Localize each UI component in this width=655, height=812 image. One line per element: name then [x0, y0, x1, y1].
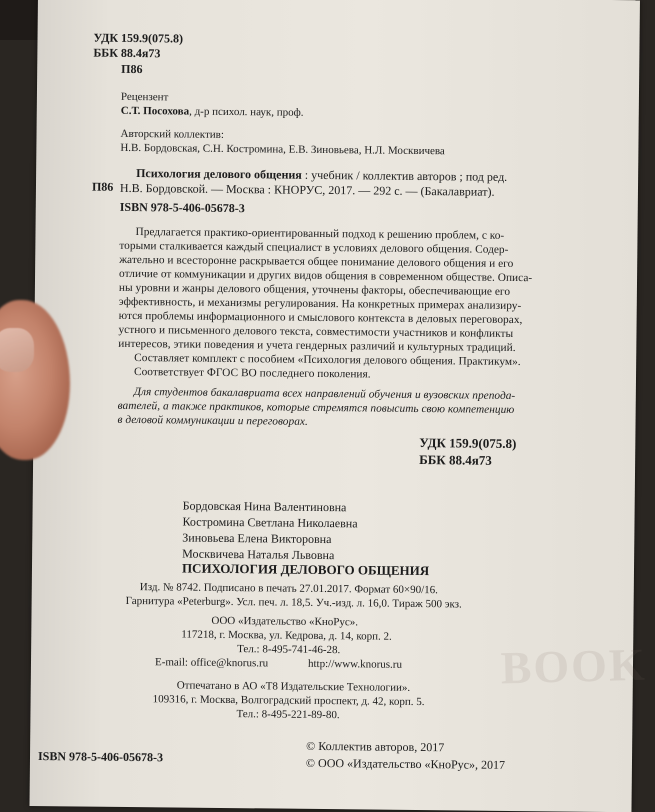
- publisher-name: ООО «Издательство «КноРус».: [211, 614, 359, 629]
- annotation-line: ются проблемы информационного и смыслового контекста в деловых переговорах,: [118, 309, 523, 327]
- bib-line-1-rest: : учебник / коллектив авторов ; под ред.: [301, 167, 508, 184]
- copyright-line: © ООО «Издательство «КноРус», 2017: [305, 755, 506, 772]
- imprint-author: Костромина Светлана Николаевна: [182, 514, 358, 531]
- bib-line-2: Н.В. Бордовской. — Москва : КНОРУС, 2017. — 292 с. — (Бакалавриат).: [119, 180, 495, 199]
- publisher-email: E-mail: office@knorus.ru: [154, 656, 269, 670]
- reviewer-heading: Рецензент: [120, 90, 169, 104]
- bib-title: Психология делового общения: [136, 166, 302, 182]
- annotation-line: торыми сталкивается каждый специалист в условиях делового общения. Содер-: [119, 239, 509, 256]
- collective-heading: Авторский коллектив:: [120, 127, 225, 141]
- show-through-watermark: BOOK: [500, 638, 648, 694]
- publisher-site: http://www.knorus.ru: [307, 657, 403, 671]
- annotation-line: ны уровни и жанры делового общения, уточнены факторы, обеспечивающие его: [118, 281, 511, 298]
- udk-top: УДК 159.9(075.8): [93, 30, 184, 46]
- thumbnail-in-photo: [0, 328, 34, 372]
- audience-line: Для студентов бакалавриата всех направлений обучения и вузовских препода-: [133, 386, 516, 403]
- annotation-line: эффективность, и механизмы регулирования. На конкретных примерах анализиру-: [118, 295, 522, 313]
- imprint-title: ПСИХОЛОГИЯ ДЕЛОВОГО ОБЩЕНИЯ: [181, 560, 430, 579]
- annotation-line: отличие от коммуникации и других видов общения в современном обществе. Описа-: [119, 267, 533, 285]
- copyright-line: © Коллектив авторов, 2017: [306, 738, 445, 755]
- annotation-line: жательно и всесторонне раскрывается общее понимание делового общения и его: [119, 253, 514, 270]
- printer-line-1: Отпечатано в АО «Т8 Издательские Технологии».: [176, 679, 411, 694]
- printer-phone: Тел.: 8-495-221-89-80.: [236, 708, 340, 722]
- bib-sign: П86: [91, 179, 114, 194]
- reviewer-line: [121, 105, 304, 119]
- publisher-phone: Тел.: 8-495-741-46-28.: [237, 643, 341, 657]
- annotation-line: устного и письменного делового текста, совместимости участников и конфликты: [118, 323, 514, 340]
- udk-bottom: УДК 159.9(075.8): [419, 435, 517, 452]
- imprint-detail: Гарнитура «Peterburg». Усл. печ. л. 18,5. Уч.-изд. л. 16,0. Тираж 500 экз.: [125, 594, 462, 611]
- annotation-line: Соответствует ФГОС ВО последнего поколения.: [133, 366, 371, 381]
- bbk-bottom: ББК 88.4я73: [419, 452, 492, 468]
- publisher-address: 117218, г. Москва, ул. Кедрова, д. 14, корп. 2.: [181, 628, 392, 643]
- audience-line: в деловой коммуникации и переговорах.: [117, 413, 308, 428]
- reviewer-degree: , д-р психол. наук, проф.: [189, 105, 304, 119]
- bbk-top: ББК 88.4я73: [93, 45, 161, 61]
- annotation-line: Предлагается практико-ориентированный подход к решению проблем, с ко-: [135, 226, 505, 242]
- imprint-author: Зиновьева Елена Викторовна: [182, 530, 332, 547]
- reviewer-name: С.Т. Посохова: [120, 104, 190, 118]
- imprint-detail: Изд. № 8742. Подписано в печать 27.01.2017. Формат 60×90/16.: [139, 581, 439, 597]
- collective-names: Н.В. Бордовская, С.Н. Костромина, Е.В. Зиновьева, Н.Л. Москвичева: [120, 141, 445, 158]
- author-sign-top: П86: [121, 61, 143, 77]
- printer-line-2: 109316, г. Москва, Волгоградский проспект, д. 42, корп. 5.: [152, 693, 425, 709]
- bib-isbn: ISBN 978-5-406-05678-3: [119, 199, 245, 216]
- imprint-author: Бордовская Нина Валентиновна: [182, 498, 347, 515]
- annotation-line: интересов, этики поведения и учета гендерных различий и культурных традиций.: [118, 337, 516, 355]
- isbn-bottom: ISBN 978-5-406-05678-3: [37, 749, 164, 765]
- imprint-author: Москвичева Наталья Львовна: [182, 546, 335, 563]
- annotation-line: Составляет комплект с пособием «Психология делового общения. Практикум».: [134, 352, 521, 369]
- book-page: [29, 0, 648, 812]
- audience-line: вателей, а также практиков, которые стремятся повысить свою компетенцию: [117, 399, 515, 417]
